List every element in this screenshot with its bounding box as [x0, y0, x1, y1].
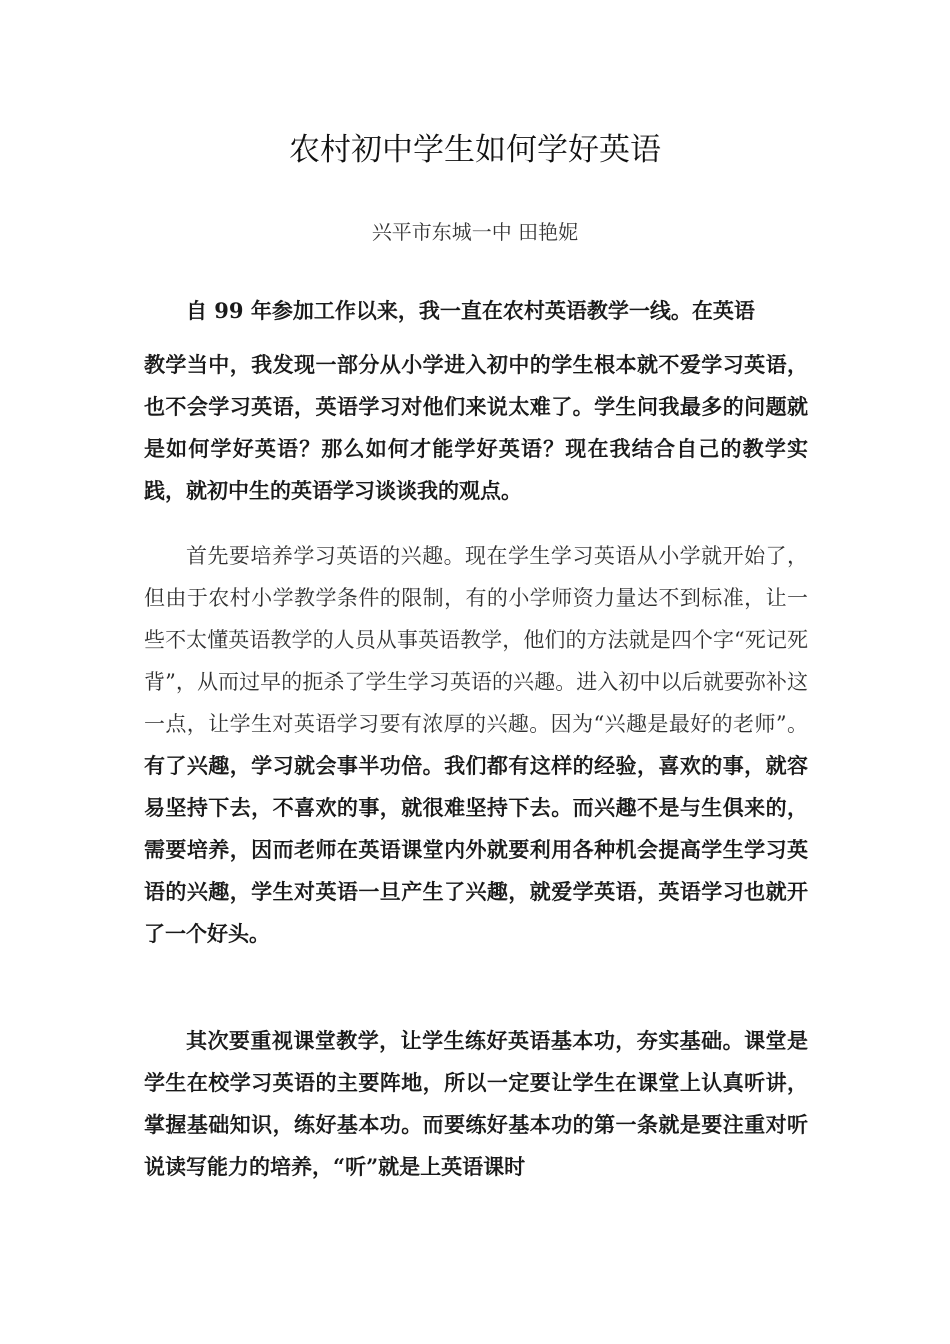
paragraph-1 [144, 290, 808, 512]
paragraph-2 [144, 535, 808, 955]
paragraph-2-part-a: 首先要培养学习英语的兴趣。现在学生学习英语从小学就开始了，但由于农村小学教学条件的限制，有的小学师资力量达不到标准，让一些不太懂英语教学的人员从事英语教学，他们的方法就是四个字“死记死背”，从而过早的扼杀了学生学习英语的兴趣。进入初中以后就要弥补这一点，让学生对英语学习要有浓厚的兴趣。因为“兴趣是最好的老师”。 [144, 544, 808, 736]
paragraph-1-rest: 教学当中，我发现一部分从小学进入初中的学生根本就不爱学习英语，也不会学习英语，英语学习对他们来说太难了。学生问我最多的问题就是如何学好英语？那么如何才能学好英语？现在我结合自己的教学实践，就初中生的英语学习谈谈我的观点。 [144, 352, 808, 503]
document-author: 兴平市东城一中 田艳妮 [371, 220, 579, 244]
document-title: 农村初中学生如何学好英语 [289, 132, 661, 168]
paragraph-1-first-line: 自 99 年参加工作以来，我一直在农村英语教学一线。在英语 [186, 298, 755, 323]
paragraph-3: 其次要重视课堂教学，让学生练好英语基本功，夯实基础。课堂是学生在校学习英语的主要阵地，所以一定要让学生在课堂上认真听讲，掌握基础知识，练好基本功。而要练好基本功的第一条就是要注重对听说读写能力的培养，“听”就是上英语课时 [144, 1028, 808, 1179]
paragraph-2-part-b: 有了兴趣，学习就会事半功倍。我们都有这样的经验，喜欢的事，就容易坚持下去，不喜欢的事，就很难坚持下去。而兴趣不是与生俱来的，需要培养，因而老师在英语课堂内外就要利用各种机会提高学生学习英语的兴趣，学生对英语一旦产生了兴趣，就爱学英语，英语学习也就开了一个好头。 [144, 753, 808, 946]
